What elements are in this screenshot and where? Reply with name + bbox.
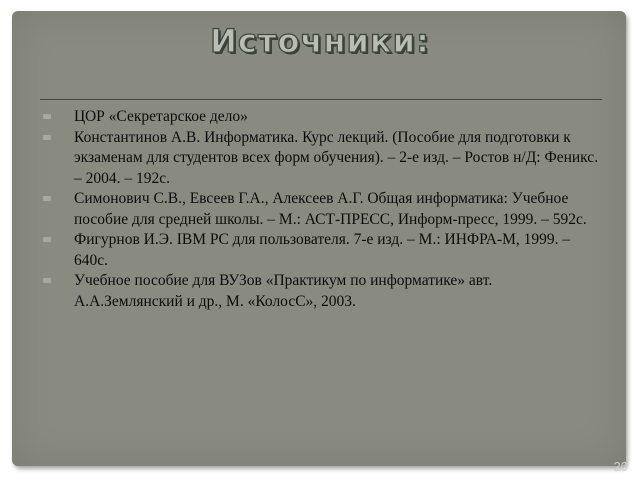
page-number: 20 bbox=[613, 459, 628, 474]
source-text: Фигурнов И.Э. IBM PC для пользователя. 7-е изд. – М.: ИНФРА-М, 1999. – 640с. bbox=[74, 231, 571, 269]
sources-list bbox=[43, 107, 603, 312]
list-item bbox=[43, 271, 603, 312]
slide-title: Источники: bbox=[210, 22, 430, 60]
list-item bbox=[43, 230, 603, 271]
source-text: ЦОР «Секретарское дело» bbox=[74, 108, 248, 125]
bullet-icon bbox=[43, 278, 51, 283]
bullet-icon bbox=[43, 196, 51, 201]
list-item bbox=[43, 189, 603, 230]
list-item bbox=[43, 107, 603, 128]
source-text: Константинов А.В. Информатика. Курс лекций. (Пособие для подготовки к экзаменам для студентов всех форм обучения). – 2-е изд. – Ростов н/Д: Феникс. – 2004. – 192с. bbox=[74, 128, 599, 187]
bullet-icon bbox=[43, 114, 51, 119]
source-text: Симонович С.В., Евсеев Г.А., Алексеев А.Г. Общая информатика: Учебное пособие для средней школы. – М.: АСТ-ПРЕСС, Информ-пресс, 1999. – 592с. bbox=[74, 190, 587, 228]
title-divider bbox=[40, 99, 602, 100]
source-text: Учебное пособие для ВУЗов «Практикум по информатике» авт. А.А.Землянский и др., М. «КолосС», 2003. bbox=[74, 272, 493, 310]
bullet-icon bbox=[43, 237, 51, 242]
list-item bbox=[43, 128, 603, 190]
bullet-icon bbox=[43, 135, 51, 140]
